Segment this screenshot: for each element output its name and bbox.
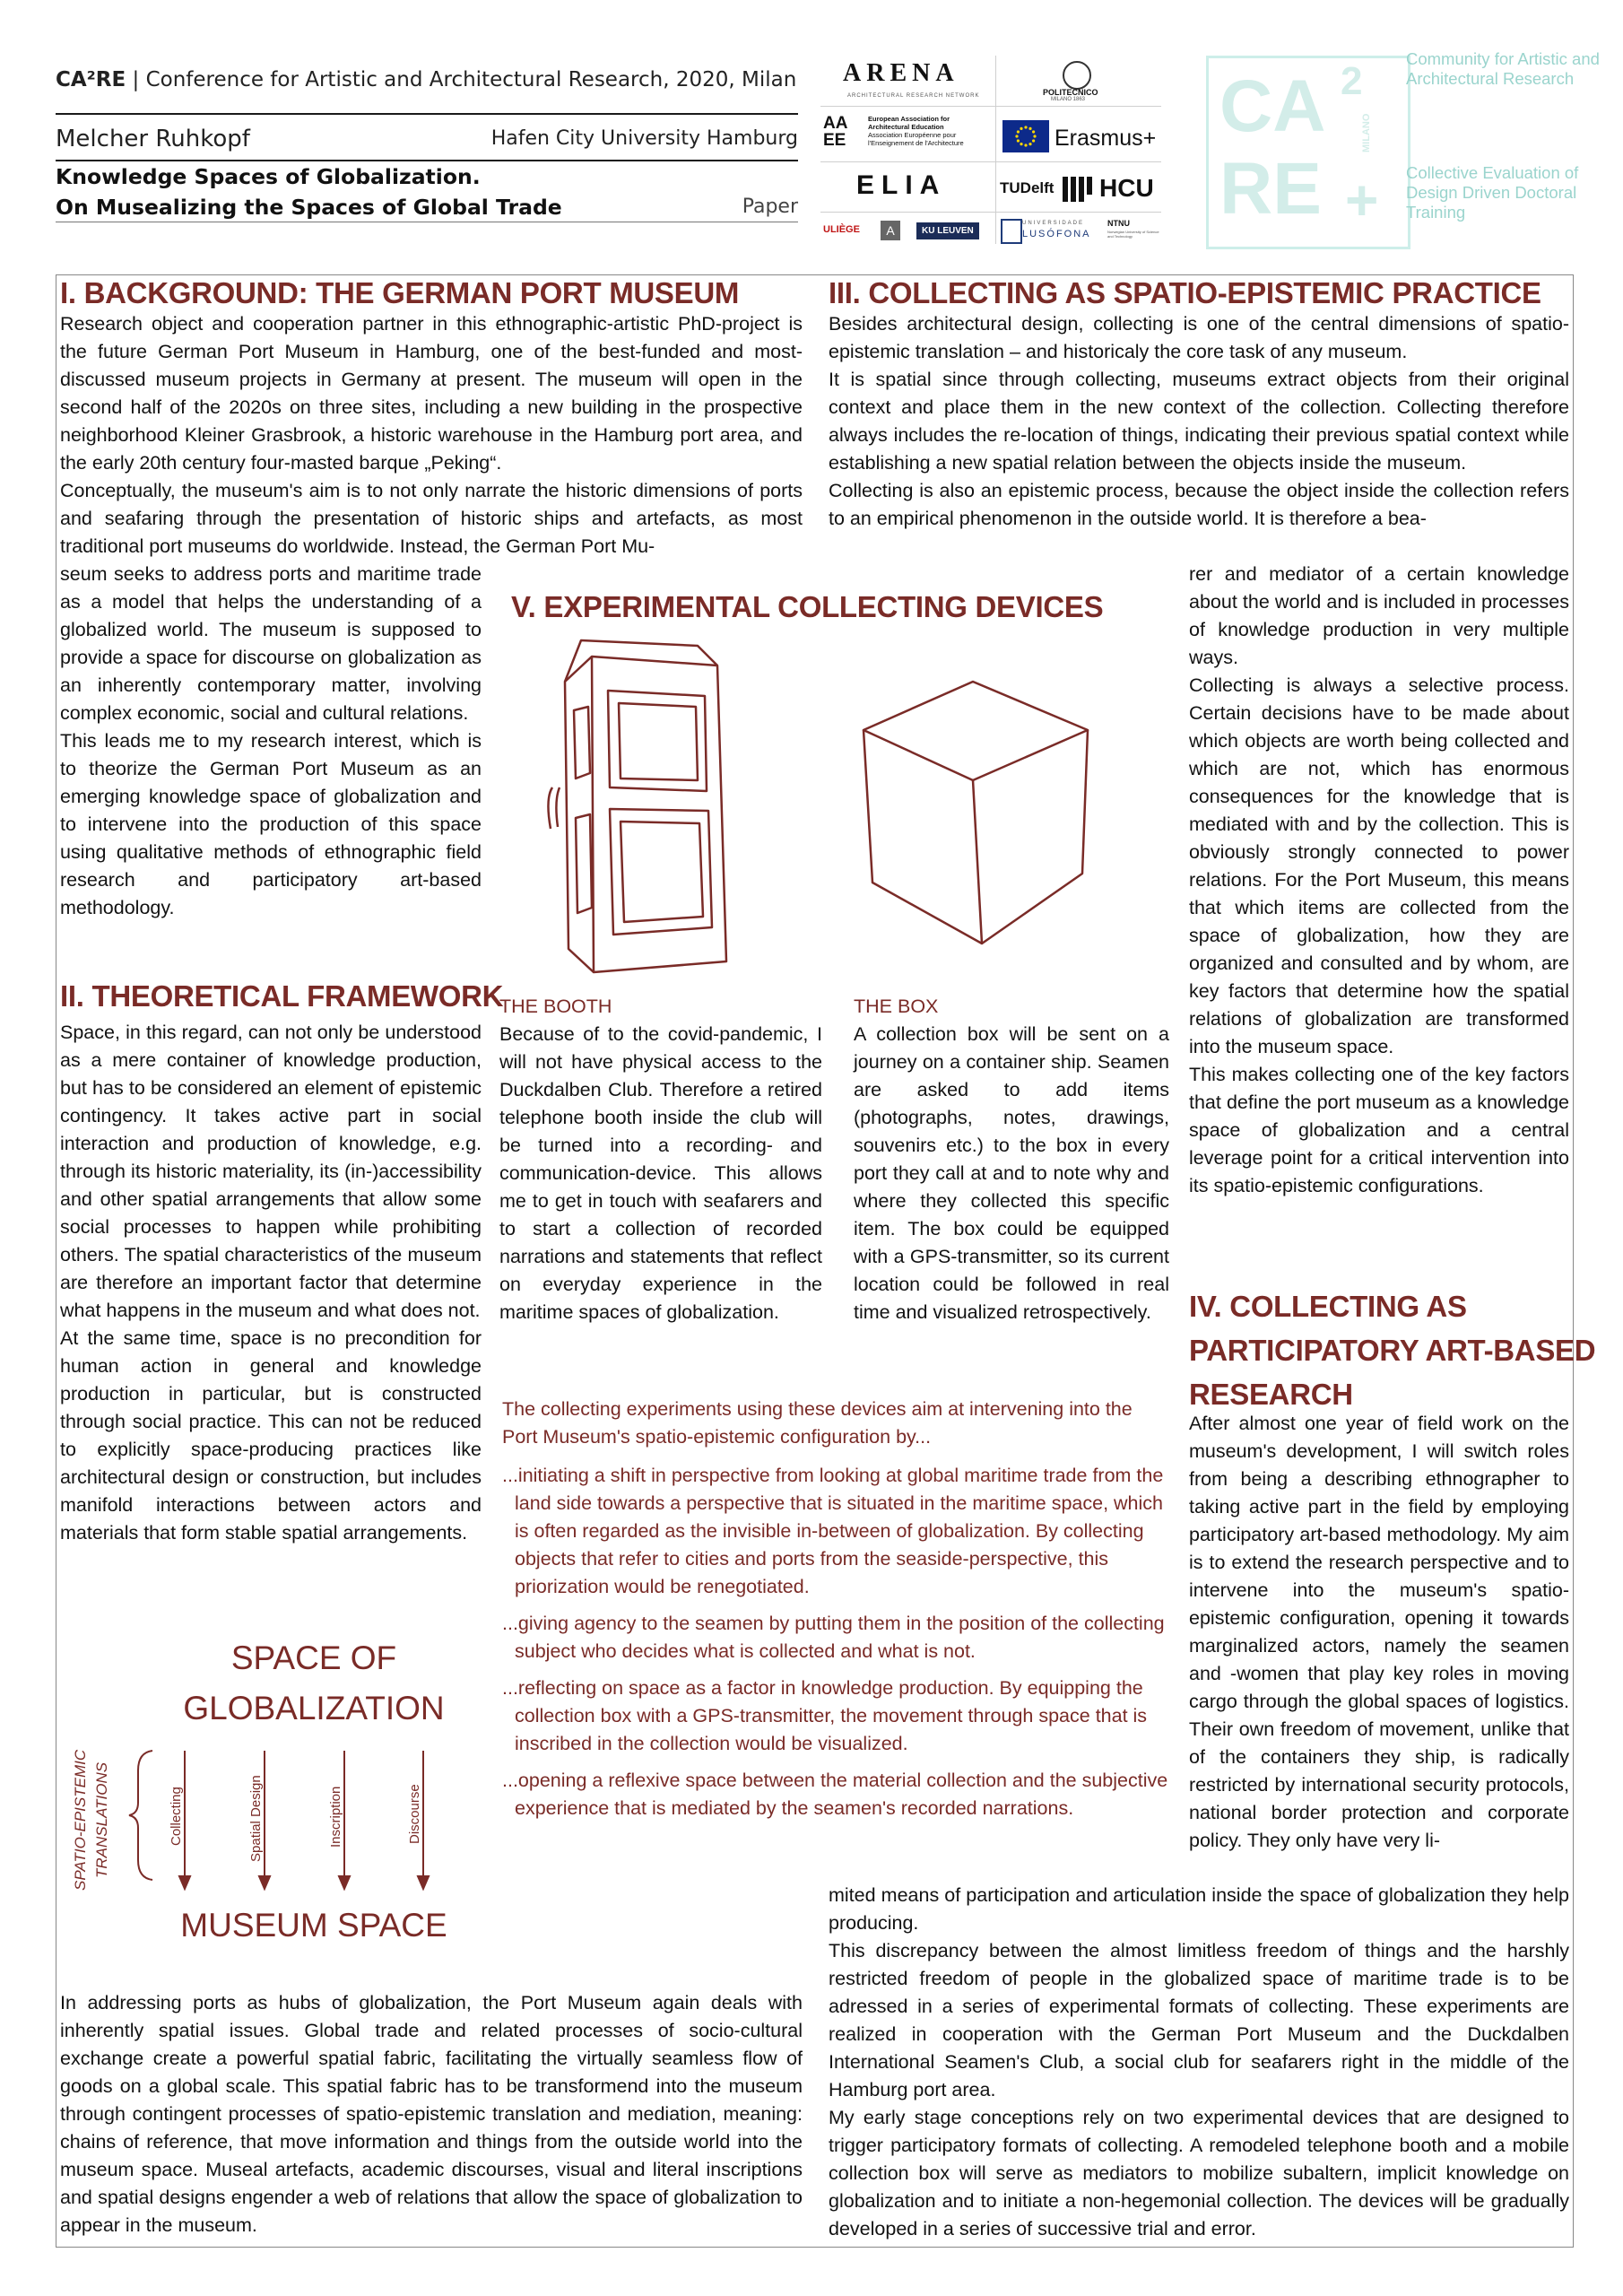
devices-bullet: ...giving agency to the seamen by putting them in the position of the collecting subject who decides what is collected and what is not. [502, 1613, 1165, 1662]
section3-paragraph: This makes collecting one of the key factors that define the port museum as a knowledge space of globalization and a central leverage point for a critical intervention into its spatio-epistemic configurations. [1189, 1064, 1569, 1196]
section4-heading-line: PARTICIPATORY ART-BASED [1189, 1334, 1596, 1367]
ntnu-logo: NTNU [1107, 219, 1130, 228]
devices-bullet: ...reflecting on space as a factor in knowledge production. By equipping the collection box with a GPS-transmitter, the movement through space that is inscribed in the collection would be visualized. [502, 1677, 1148, 1754]
arena-logo: ARENA [843, 59, 959, 87]
diagram-arrowhead [259, 1876, 270, 1889]
conference-line [56, 68, 796, 91]
section5-heading: V. EXPERIMENTAL COLLECTING DEVICES [511, 590, 1104, 623]
section3-paragraph: It is spatial since through collecting, museums extract objects from their original context and place them in the new context of the collection. Collecting therefore always includes the re-location of things, indicating their previous spatial context while establishing a new spatial relation between the objects inside the museum. [829, 369, 1569, 474]
eaae-line: l'Enseignement de l'Architecture [868, 139, 964, 147]
section2-body [60, 1019, 482, 1547]
ntnu-logo-sub: Norwegian University of Science and Technology [1107, 230, 1159, 239]
eu-stars-icon [1002, 120, 1049, 152]
section1-paragraph: This leads me to my research interest, which is to theorize the German Port Museum as an emerging knowledge space of globalization and to intervene into the production of this space using qualitative methods of ethnographic field research and participatory art-based methodology. [60, 730, 482, 918]
diagram-side-label: TRANSLATIONS [93, 1761, 110, 1878]
section1-heading: I. BACKGROUND: THE GERMAN PORT MUSEUM [60, 276, 740, 309]
header-rule [56, 113, 798, 115]
booth-lower-window [610, 809, 712, 935]
hcu-mark-icon [1063, 175, 1095, 204]
telephone-booth-illustration [538, 639, 762, 988]
section4-paragraph: mited means of participation and articulation inside the space of globalization they help producing. [829, 1884, 1569, 1934]
kuleuven-logo: KU LEUVEN [916, 222, 979, 239]
section2-paragraph: Space, in this regard, can not only be understood as a mere container of knowledge production, but has to be considered an element of epistemic contingency. It takes active part in social interaction and production of knowledge, e.g. through its historic materiality, its (in-)accessibility and other spatial arrangements that allow some social processes to happen while prohibiting others. The spatial characteristics of the museum are therefore an important factor that determine what happens in the museum and what does not. [60, 1022, 482, 1321]
booth-side-window [576, 814, 592, 913]
polimi-logo: POLITECNICO [1043, 88, 1098, 97]
section3-paragraph: Collecting is always a selective process. Certain decisions have to be made about which objects are worth being collected and which are not, which has enormous consequences for the knowledge that is mediated with and by the collection. This is obviously strongly connected to power relations. For the Port Museum, this means that which items are collected from the space of globalization, how they are organized and consulted and by whom, are key factors that determine how the spatial relations of globalization are transformed into the museum space. [1189, 674, 1569, 1057]
section3-body-top [829, 310, 1569, 533]
section1-body-top [60, 310, 803, 561]
paper-title-line: Knowledge Spaces of Globalization. [56, 164, 481, 189]
lusofona-logo: LUSÓFONA [1022, 229, 1091, 239]
elia-logo: ELIA [856, 170, 947, 200]
box-text: A collection box will be sent on a journey on a container ship. Seamen are asked to add items (photographs, notes, drawings, souvenirs etc.) to the box in every port they call at and to note why and where they collected this specific item. The box could be equipped with a GPS-transmitter, so its current location could be followed in real time and visualized retrospectively. [854, 1023, 1169, 1323]
collection-box-illustration [847, 674, 1116, 961]
logo-divider [995, 56, 996, 244]
devices-bullet: ...opening a reflexive space between the material collection and the subjective experience that is mediated by the seamen's recorded narrations. [502, 1770, 1168, 1819]
diagram-top-line: SPACE OF [230, 1639, 397, 1676]
box-top-opening [864, 682, 1088, 780]
diagram-arrowhead [179, 1876, 190, 1889]
booth-upper-window-inner [619, 703, 698, 780]
devices-bullets [502, 1462, 1169, 1822]
ca2re-community-text: Community for Artistic and Architectural Research [1406, 49, 1600, 88]
polimi-logo-sub: MILANO 1863 [1051, 97, 1086, 102]
paper-title [56, 161, 562, 222]
section3-body-narrow [1189, 561, 1569, 1200]
polimi-seal-icon [1063, 61, 1091, 90]
arena-logo-sub: ARCHITECTURAL RESEARCH NETWORK [847, 93, 980, 99]
section4-heading [1189, 1284, 1595, 1416]
booth-handle-icon [548, 787, 552, 829]
diagram-brace [129, 1751, 152, 1880]
logo-divider [820, 161, 1161, 162]
conference-brand: CA²RE [56, 68, 126, 91]
section1-body-narrow [60, 561, 482, 922]
devices-intro: The collecting experiments using these devices aim at intervening into the Port Museum's spatio-epistemic configuration by... [502, 1398, 1133, 1448]
section4-heading-line: RESEARCH [1189, 1378, 1353, 1411]
hcu-logo: HCU [1099, 174, 1154, 202]
diagram-top-line: GLOBALIZATION [183, 1690, 445, 1726]
section1-paragraph: seum seeks to address ports and maritime trade as a model that helps the understanding of a globalized world. The museum is supposed to provide a space for discourse on globalization as an inherently contemporary matter, involving complex economic, social and cultural relations. [60, 563, 482, 724]
a-school-icon: A [881, 221, 900, 240]
section4-paragraph: My early stage conceptions rely on two experimental devices that are designed to trigger participatory formats of collecting. A remodeled telephone booth and a mobile collection box will serve as mediators to mobilize subaltern, implicit knowledge on globalization and to initiate a non-hegemonial collection. The devices will be gradually developed in a series of successive trial and error. [829, 2107, 1569, 2239]
booth-lower-window-inner [621, 822, 703, 922]
ca2re-mark-ca: CA [1219, 65, 1326, 147]
hcu-bars-icon [1063, 175, 1095, 204]
paper-title-line: On Musealizing the Spaces of Global Trade [56, 195, 562, 220]
diagram-arrow-label: Inscription [328, 1786, 343, 1848]
eaae-mark: AA EE [823, 114, 847, 150]
section1-paragraph: Conceptually, the museum's aim is to not only narrate the historic dimensions of ports and seafaring through the presentation of historic ships and artefacts, as most traditional port museums do worldwide. Instead, the German Port Mu- [60, 480, 803, 557]
section3-heading: III. COLLECTING AS SPATIO-EPISTEMIC PRACTICE [829, 276, 1541, 309]
section4-body-narrow [1189, 1410, 1569, 1855]
booth-title: THE BOOTH [499, 996, 612, 1017]
section4-body-wide [829, 1882, 1569, 2243]
box-left-face [864, 730, 982, 944]
diagram-bottom-line: MUSEUM SPACE [180, 1907, 447, 1944]
diagram-arrowhead [418, 1876, 429, 1889]
conference-separator: | [132, 68, 140, 91]
conference-name: Conference for Artistic and Architectural Research, 2020, Milan [145, 68, 797, 91]
section1-paragraph: Research object and cooperation partner in this ethnographic-artistic PhD-project is the future German Port Museum in Hamburg, one of the best-funded and most-discussed museum projects in Germany at present. The museum will open in the second half of the 2020s on three sites, including a new building in the prospective neighborhood Kleiner Grasbrook, a historic warehouse in the Hamburg port area, and the early 20th century four-masted barque „Peking“. [60, 313, 803, 474]
lusofona-mark-icon [1001, 219, 1022, 244]
section4-paragraph: After almost one year of field work on the museum's development, I will switch roles from being a describing ethnographer to taking active part in the field by employing participatory art-based methodology. My aim is to extend the research perspective and to intervene into the museum's spatio-epistemic configuration, opening it towards marginalized actors, namely the seamen and -women that play key roles in moving cargo through the global spaces of logistics. Their own freedom of movement, unlike that of the containers they ship, is radically restricted by international security protocols, national border protection and corporate policy. They only have very li- [1189, 1413, 1569, 1851]
booth-side-window [574, 707, 590, 778]
ca2re-collective-text: Collective Evaluation of Design Driven Doctoral Training [1406, 163, 1579, 222]
diagram-arrow-label: Spatial Design [248, 1775, 264, 1862]
ca2re-mark-sup: 2 [1341, 59, 1363, 103]
paper-type: Paper [742, 196, 798, 218]
box-title: THE BOX [854, 996, 939, 1017]
ca2re-mark-re: RE [1219, 148, 1322, 230]
section2-paragraph: At the same time, space is no precondition for human action in general and knowledge production in particular, but is constructed through social practice. This can not be reduced to explicitly space-producing practices like architectural design or construction, but includes manifold interactions between actors and materials that form stable spatial arrangements. [60, 1327, 482, 1544]
ca2re-mark-city: MILANO [1361, 113, 1372, 152]
author-name: Melcher Ruhkopf [56, 126, 250, 152]
booth-handle-icon [556, 787, 560, 827]
eaae-line: Architectural Education [868, 123, 944, 131]
tudelft-logo: TUDelft [1000, 179, 1055, 196]
section3-paragraph: Collecting is also an epistemic process, because the object inside the collection refers to an empirical phenomenon in the outside world. It is therefore a bea- [829, 480, 1569, 529]
box-right-face [982, 730, 1088, 944]
ca2re-mark-plus: + [1345, 168, 1379, 232]
section2-paragraph: In addressing ports as hubs of globalization, the Port Museum again deals with inherently spatial issues. Global trade and related processes of socio-cultural exchange create a powerful spatial fabric, facilitating the virtually seamless flow of goods on a global scale. This spatial fabric has to be transformend into the museum through contingent processes of spatio-epistemic translation and mediation, meaning: chains of reference, that move information and things from the outside world into the museum space. Museal artefacts, academic discourses, visual and literal inscriptions and spatial designs engender a web of relations that allow the space of globalization to appear in the museum. [60, 1992, 803, 2236]
section4-heading-line: IV. COLLECTING AS [1189, 1290, 1467, 1323]
eaae-line: European Association for [868, 115, 950, 123]
section2-body-bottom [60, 1989, 803, 2239]
section3-paragraph: rer and mediator of a certain knowledge about the world and is included in processes of knowledge production in very multiple ways. [1189, 563, 1569, 668]
eaae-line: Association Européenne pour [868, 131, 957, 139]
booth-text: Because of to the covid-pandemic, I will not have physical access to the Duckdalben Club. Therefore a retired telephone booth inside the club will be turned into a recording- and communication-device. This allows me to get in touch with seafarers and to start a collection of recorded narrations and statements that reflect on everyday experience in the maritime spaces of globalization. [499, 1023, 822, 1323]
section2-heading: II. THEORETICAL FRAMEWORK [60, 979, 504, 1013]
diagram-arrowhead [339, 1876, 350, 1889]
section3-paragraph: Besides architectural design, collecting is one of the central dimensions of spatio-epistemic translation – and historicaly the core task of any museum. [829, 313, 1569, 362]
logo-divider [820, 212, 1161, 213]
logo-divider [820, 106, 1161, 107]
diagram-arrow-label: Discourse [407, 1784, 422, 1844]
erasmus-logo: Erasmus+ [1055, 126, 1157, 151]
diagram-side-label: SPATIO-EPISTEMIC [72, 1749, 89, 1891]
eaae-logo [868, 115, 964, 147]
lusofona-line1: UNIVERSIDADE [1022, 221, 1085, 226]
diagram-arrow-label: Collecting [169, 1787, 184, 1846]
section4-paragraph: This discrepancy between the almost limitless freedom of things and the harshly restricted freedom of people in the globalized space of maritime trade is to be adressed in a series of experimental formats of collecting. These experiments are realized in cooperation with the German Port Museum and the Duckdalben International Seamen's Club, a social club for seafarers right in the middle of the Hamburg port area. [829, 1940, 1569, 2100]
devices-bullet: ...initiating a shift in perspective from looking at global maritime trade from the land side towards a perspective that is situated in the maritime space, which is often regarded as the invisible in-between of globalization. By collecting objects that refer to cities and ports from the seaside-perspective, this priorization would be renegotiated. [502, 1465, 1164, 1597]
uliege-logo: ULIÈGE [823, 224, 860, 235]
university-name: Hafen City University Hamburg [490, 127, 798, 150]
eu-flag-icon [1002, 120, 1049, 152]
